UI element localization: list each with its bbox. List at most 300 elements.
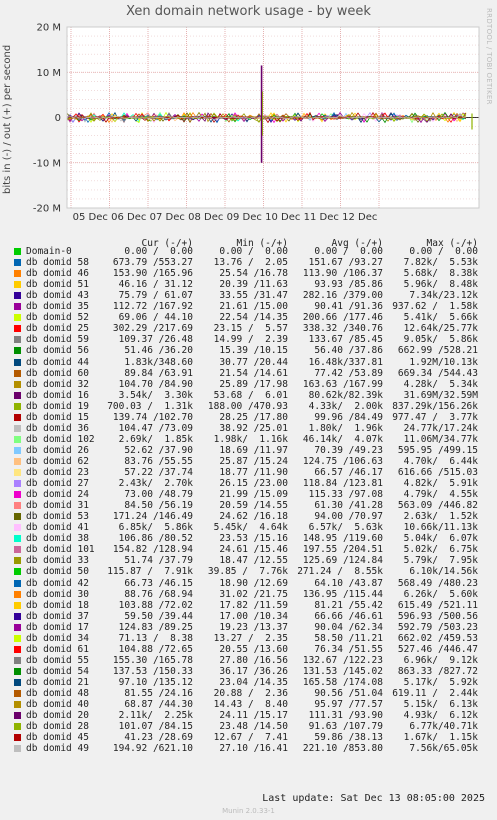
legend-swatch [14, 403, 21, 410]
legend-max-value: 4.70k/ 6.44k [403, 455, 478, 467]
legend-min-value: 18.47 /12.55 [219, 555, 288, 567]
legend-min-value: 27.10 /16.41 [219, 743, 288, 755]
legend-swatch [14, 270, 21, 277]
legend-row [0, 345, 497, 356]
legend-max-value: 0.00 / 0.00 [409, 246, 478, 257]
legend-avg-value: 66.57 /46.17 [314, 467, 383, 478]
legend-max-value: 568.49 /480.23 [397, 577, 478, 589]
legend-series-name: db domid 53 [26, 511, 89, 523]
y-tick-label: 20 M [36, 22, 61, 34]
legend-row [0, 401, 497, 412]
legend-avg-value: 81.21 /55.42 [314, 599, 383, 611]
legend-swatch [14, 248, 21, 255]
legend-avg-value: 271.24 / 8.55k [297, 566, 383, 578]
x-tick-label: 05 Dec [72, 212, 108, 223]
legend-avg-value: 59.86 /38.13 [314, 732, 383, 744]
legend-swatch [14, 314, 21, 321]
legend-min-value: 23.15 / 5.57 [213, 323, 288, 335]
legend-max-value: 5.68k/ 8.38k [403, 268, 478, 280]
legend-row [0, 633, 497, 644]
legend-max-value: 6.96k/ 9.12k [403, 654, 478, 666]
legend-cur-value: 73.00 /48.79 [124, 489, 193, 501]
legend-swatch [14, 502, 21, 509]
legend-row [0, 467, 497, 478]
legend-swatch [14, 458, 21, 465]
legend-row [0, 478, 497, 489]
legend-cur-value: 68.87 /44.30 [124, 699, 193, 711]
legend-avg-value: 90.56 /51.04 [314, 688, 383, 699]
legend-max-value: 5.79k/ 7.95k [403, 555, 478, 567]
legend-min-value: 15.39 /10.15 [219, 345, 288, 357]
legend-row [0, 301, 497, 312]
legend-cur-value: 154.82 /128.94 [112, 544, 193, 556]
legend-avg-value: 56.40 /37.86 [314, 345, 383, 357]
legend-avg-value: 66.66 /46.61 [314, 610, 383, 622]
legend-row [0, 578, 497, 589]
legend-avg-value: 148.95 /119.60 [302, 533, 383, 545]
legend-swatch [14, 546, 21, 553]
legend-avg-value: 125.69 /124.84 [302, 555, 383, 567]
legend-series-name: db domid 45 [26, 732, 89, 744]
legend-row [0, 710, 497, 721]
legend-avg-value: 94.00 /70.97 [314, 511, 383, 523]
legend-avg-value: 111.31 /93.90 [308, 710, 383, 722]
legend-cur-value: 3.54k/ 3.30k [118, 389, 193, 401]
legend-cur-value: 124.83 /89.25 [118, 621, 193, 633]
legend-max-value: 977.47 / 3.77k [392, 411, 478, 423]
legend-min-value: 53.68 / 6.01 [213, 389, 288, 401]
legend-max-value: 11.06M/34.77k [403, 433, 478, 445]
legend-row [0, 522, 497, 533]
legend-row [0, 312, 497, 323]
legend-cur-value: 2.11k/ 2.25k [118, 710, 193, 722]
legend-swatch [14, 657, 21, 664]
legend-max-value: 7.82k/ 5.53k [403, 257, 478, 269]
legend-cur-value: 673.79 /553.27 [112, 257, 193, 269]
legend-max-value: 10.66k/11.13k [403, 522, 478, 534]
legend-row [0, 412, 497, 423]
legend-swatch [14, 568, 21, 575]
legend-min-value: 23.04 /14.35 [219, 676, 288, 688]
legend-max-value: 837.29k/156.26k [392, 400, 478, 412]
legend-min-value: 188.00 /470.93 [207, 400, 288, 412]
legend-max-value: 6.26k/ 5.60k [403, 588, 478, 600]
legend-row [0, 666, 497, 677]
legend-max-value: 6.10k/14.56k [409, 566, 478, 578]
munin-version: Munin 2.0.33-1 [222, 807, 275, 815]
legend-max-value: 592.79 /503.23 [397, 621, 478, 633]
legend-cur-value: 155.30 /165.78 [112, 654, 193, 666]
legend-row [0, 368, 497, 379]
legend-max-value: 662.99 /528.21 [397, 345, 478, 357]
legend-max-value: 2.63k/ 1.52k [403, 511, 478, 523]
legend-row [0, 323, 497, 334]
legend-row [0, 644, 497, 655]
legend-series-name: db domid 27 [26, 478, 89, 490]
legend-avg-value: 64.10 /43.87 [314, 577, 383, 589]
legend-series-name: db domid 49 [26, 743, 89, 755]
legend-row [0, 555, 497, 566]
x-tick-label: 10 Dec [265, 212, 301, 223]
legend-max-value: 615.49 /521.11 [397, 599, 478, 611]
legend-avg-value: 221.10 /853.80 [302, 743, 383, 755]
legend-row [0, 699, 497, 710]
legend-max-value: 563.09 /446.82 [397, 500, 478, 512]
legend-swatch [14, 668, 21, 675]
legend-min-value: 22.54 /14.35 [219, 312, 288, 324]
legend-max-value: 662.02 /459.53 [397, 632, 478, 644]
legend-series-name: db domid 52 [26, 312, 89, 324]
legend-min-value: 21.99 /15.09 [219, 489, 288, 501]
legend-series-name: db domid 62 [26, 455, 89, 467]
legend-min-value: 19.23 /13.37 [219, 621, 288, 633]
legend-series-name: db domid 17 [26, 621, 89, 633]
legend-min-value: 14.99 / 2.39 [213, 334, 288, 346]
legend-series-name: db domid 30 [26, 588, 89, 600]
legend-min-value: 28.25 /17.80 [219, 411, 288, 423]
legend-series-name: Domain-0 [26, 246, 72, 257]
legend-max-value: 937.62 / 1.58k [392, 301, 478, 313]
legend-max-value: 4.93k/ 6.12k [403, 710, 478, 722]
legend-avg-value: 118.84 /123.81 [302, 478, 383, 490]
y-axis-label: bits in (-) / out (+) per second [2, 44, 13, 194]
legend-cur-value: 104.70 /84.90 [118, 378, 193, 390]
legend-min-value: 38.92 /25.01 [219, 422, 288, 434]
legend-min-value: 25.87 /15.24 [219, 455, 288, 467]
legend-swatch [14, 414, 21, 421]
legend-swatch [14, 436, 21, 443]
legend-series-name: db domid 31 [26, 500, 89, 512]
legend-avg-value: 93.93 /85.86 [314, 279, 383, 291]
legend-cur-value: 57.22 /37.74 [124, 467, 193, 478]
legend-max-value: 669.34 /544.43 [397, 367, 478, 379]
legend-row [0, 688, 497, 699]
legend-swatch [14, 447, 21, 454]
x-tick-label: 09 Dec [226, 212, 262, 223]
legend-cur-value: 89.84 /63.91 [124, 367, 193, 379]
legend-cur-value: 103.88 /72.02 [118, 599, 193, 611]
legend-cur-value: 194.92 /621.10 [112, 743, 193, 755]
legend-cur-value: 84.50 /56.19 [124, 500, 193, 512]
legend-avg-value: 197.55 /204.51 [302, 544, 383, 556]
legend-row [0, 423, 497, 434]
legend-series-name: db domid 42 [26, 577, 89, 589]
legend-series-name: db domid 24 [26, 489, 89, 501]
legend-series-name: db domid 43 [26, 290, 89, 302]
legend-row [0, 655, 497, 666]
legend-max-value: 616.66 /515.03 [397, 467, 478, 478]
legend-series-name: db domid 40 [26, 699, 89, 711]
legend-swatch [14, 701, 21, 708]
legend-row [0, 743, 497, 754]
legend-header-avg: Avg (-/+) [331, 238, 383, 249]
x-tick-label: 11 Dec [303, 212, 339, 223]
legend-avg-value: 163.63 /167.99 [302, 378, 383, 390]
legend-min-value: 13.76 / 2.05 [213, 257, 288, 269]
legend-cur-value: 97.10 /135.12 [118, 676, 193, 688]
legend-max-value: 7.34k/23.12k [409, 290, 478, 302]
legend-avg-value: 91.63 /107.79 [308, 721, 383, 733]
legend-swatch [14, 425, 21, 432]
legend-swatch [14, 281, 21, 288]
legend-row [0, 445, 497, 456]
legend-cur-value: 101.07 /84.15 [118, 721, 193, 733]
legend-min-value: 20.59 /14.55 [219, 500, 288, 512]
legend-cur-value: 2.43k/ 2.70k [118, 478, 193, 490]
legend-row [0, 456, 497, 467]
legend-swatch [14, 602, 21, 609]
legend-max-value: 1.92M/10.13k [409, 356, 478, 368]
legend-swatch [14, 535, 21, 542]
legend-min-value: 1.98k/ 1.16k [213, 433, 288, 445]
legend-max-value: 5.04k/ 6.07k [403, 533, 478, 545]
legend-series-name: db domid 19 [26, 400, 89, 412]
legend-min-value: 23.53 /15.16 [219, 533, 288, 545]
legend-series-name: db domid 102 [26, 433, 95, 445]
legend-cur-value: 41.23 /28.69 [124, 732, 193, 744]
legend-max-value: 4.79k/ 4.55k [403, 489, 478, 501]
legend-max-value: 5.41k/ 5.66k [403, 312, 478, 324]
legend-row [0, 390, 497, 401]
legend-swatch [14, 359, 21, 366]
legend-cur-value: 52.62 /37.90 [124, 444, 193, 456]
legend-max-value: 5.96k/ 8.48k [403, 279, 478, 291]
legend-cur-value: 700.03 / 1.31k [107, 400, 193, 412]
legend-min-value: 27.80 /16.56 [219, 654, 288, 666]
legend-cur-value: 139.74 /102.70 [112, 411, 193, 423]
y-tick-label: 10 M [36, 67, 61, 79]
legend-max-value: 9.05k/ 5.86k [403, 334, 478, 346]
legend-cur-value: 1.83k/348.60 [124, 356, 193, 368]
legend-row [0, 600, 497, 611]
y-tick-labels [33, 23, 61, 215]
legend-avg-value: 70.39 /49.23 [314, 444, 383, 456]
legend-min-value: 5.45k/ 4.64k [213, 522, 288, 534]
legend-cur-value: 66.73 /46.15 [124, 577, 193, 589]
legend-avg-value: 115.33 /97.08 [308, 489, 383, 501]
legend-cur-value: 112.72 /167.92 [112, 301, 193, 313]
legend-row [0, 611, 497, 622]
legend-header-max: Max (-/+) [426, 238, 478, 249]
legend-avg-value: 77.42 /53.89 [314, 367, 383, 379]
rrdtool-watermark: RRDTOOL / TOBI OETIKER [485, 8, 493, 105]
chart-title: Xen domain network usage - by week [126, 4, 371, 19]
legend-avg-value: 95.97 /77.57 [314, 699, 383, 711]
legend-series-name: db domid 46 [26, 268, 89, 280]
legend-min-value: 21.61 /15.00 [219, 301, 288, 313]
legend-swatch [14, 392, 21, 399]
legend-series-name: db domid 18 [26, 599, 89, 611]
legend-avg-value: 1.80k/ 1.96k [308, 422, 383, 434]
legend-swatch [14, 491, 21, 498]
legend-max-value: 4.82k/ 5.91k [403, 478, 478, 490]
legend-avg-value: 282.16 /379.00 [302, 290, 383, 302]
legend-series-name: db domid 26 [26, 444, 89, 456]
legend-min-value: 24.62 /16.18 [219, 511, 288, 523]
legend-row [0, 589, 497, 600]
legend-max-value: 7.56k/65.05k [409, 743, 478, 755]
legend-avg-value: 113.90 /106.37 [302, 268, 383, 280]
legend-min-value: 23.48 /14.50 [219, 721, 288, 733]
y-tick-label: -10 M [32, 158, 61, 170]
legend-series-name: db domid 34 [26, 632, 89, 644]
legend-series-name: db domid 41 [26, 522, 89, 534]
legend-min-value: 25.54 /16.78 [219, 268, 288, 280]
legend-avg-value: 133.67 /85.45 [308, 334, 383, 346]
legend-cur-value: 51.74 /37.79 [124, 555, 193, 567]
legend-row [0, 721, 497, 732]
legend-row [0, 511, 497, 522]
legend-max-value: 31.69M/32.59M [403, 389, 478, 401]
legend-max-value: 1.67k/ 1.15k [403, 732, 478, 744]
legend-avg-value: 131.53 /145.02 [302, 665, 383, 677]
legend-cur-value: 71.13 / 8.38 [118, 632, 193, 644]
legend-row [0, 246, 497, 257]
legend-avg-value: 124.75 /106.63 [302, 455, 383, 467]
legend-series-name: db domid 37 [26, 610, 89, 622]
y-tick-label: -20 M [32, 203, 61, 215]
legend-avg-value: 80.62k/82.39k [308, 389, 383, 401]
legend-swatch [14, 591, 21, 598]
legend-series-name: db domid 25 [26, 323, 89, 335]
legend-series-name: db domid 35 [26, 301, 89, 313]
legend-series-name: db domid 44 [26, 356, 89, 368]
legend-cur-value: 137.53 /150.33 [112, 665, 193, 677]
legend-swatch [14, 513, 21, 520]
legend-avg-value: 6.57k/ 5.63k [308, 522, 383, 534]
legend-max-value: 5.15k/ 6.13k [403, 699, 478, 711]
legend-min-value: 0.00 / 0.00 [219, 246, 288, 257]
legend-series-name: db domid 36 [26, 422, 89, 434]
legend-cur-value: 302.29 /217.69 [112, 323, 193, 335]
legend-row [0, 500, 497, 511]
legend-avg-value: 90.04 /62.34 [314, 621, 383, 633]
legend-swatch [14, 370, 21, 377]
legend-header-cur: Cur (-/+) [141, 238, 193, 249]
legend-cur-value: 46.16 / 31.12 [118, 279, 193, 291]
legend-series-name: db domid 38 [26, 533, 89, 545]
legend-avg-value: 99.96 /84.49 [314, 411, 383, 423]
legend-cur-value: 6.85k/ 5.86k [118, 522, 193, 534]
legend-cur-value: 81.55 /24.16 [124, 688, 193, 699]
legend-series-name: db domid 48 [26, 688, 89, 699]
legend-cur-value: 2.69k/ 1.85k [118, 433, 193, 445]
legend-row [0, 622, 497, 633]
legend-max-value: 595.95 /499.15 [397, 444, 478, 456]
legend-avg-value: 16.48k/337.81 [308, 356, 383, 368]
legend-row [0, 677, 497, 688]
x-tick-label: 08 Dec [188, 212, 224, 223]
legend-swatch [14, 723, 21, 730]
legend-min-value: 36.17 /36.26 [219, 665, 288, 677]
legend-min-value: 33.55 /31.47 [219, 290, 288, 302]
legend-min-value: 18.69 /11.97 [219, 444, 288, 456]
legend-min-value: 24.61 /15.46 [219, 544, 288, 556]
legend-cur-value: 88.76 /68.94 [124, 588, 193, 600]
legend-swatch [14, 624, 21, 631]
legend-series-name: db domid 20 [26, 710, 89, 722]
legend-avg-value: 46.14k/ 4.07k [302, 433, 383, 445]
legend-swatch [14, 646, 21, 653]
legend-cur-value: 69.06 / 44.10 [118, 312, 193, 324]
legend-min-value: 31.02 /21.75 [219, 588, 288, 600]
legend-series-name: db domid 54 [26, 665, 89, 677]
legend-min-value: 26.15 /23.00 [219, 478, 288, 490]
legend-cur-value: 59.50 /39.44 [124, 610, 193, 622]
legend-min-value: 25.89 /17.98 [219, 378, 288, 390]
legend-avg-value: 132.67 /122.23 [302, 654, 383, 666]
legend-swatch [14, 557, 21, 564]
y-tick-label: 0 [54, 113, 61, 124]
legend-swatch [14, 259, 21, 266]
legend-avg-value: 61.30 /41.28 [314, 500, 383, 512]
legend-row [0, 434, 497, 445]
legend-cur-value: 0.00 / 0.00 [124, 246, 193, 257]
legend-header-min: Min (-/+) [236, 238, 288, 249]
legend-row [0, 732, 497, 743]
legend-row [0, 533, 497, 544]
legend-swatch [14, 524, 21, 531]
legend-avg-value: 151.67 /93.27 [308, 257, 383, 269]
legend-row [0, 566, 497, 577]
legend-series-name: db domid 51 [26, 279, 89, 291]
x-tick-label: 07 Dec [149, 212, 185, 223]
legend-swatch [14, 347, 21, 354]
legend-min-value: 17.82 /11.59 [219, 599, 288, 611]
legend-max-value: 619.11 / 2.44k [392, 688, 478, 699]
legend-min-value: 30.77 /20.44 [219, 356, 288, 368]
legend-avg-value: 58.50 /11.21 [314, 632, 383, 644]
legend-row [0, 268, 497, 279]
legend-min-value: 24.11 /15.17 [219, 710, 288, 722]
legend-avg-value: 200.66 /177.46 [302, 312, 383, 324]
legend-avg-value: 90.41 /91.36 [314, 301, 383, 313]
chart-area [0, 0, 497, 236]
legend-avg-value: 165.58 /174.08 [302, 676, 383, 688]
legend-cur-value: 75.79 / 61.07 [118, 290, 193, 302]
legend-cur-value: 109.37 /26.48 [118, 334, 193, 346]
legend-cur-value: 104.88 /72.65 [118, 643, 193, 655]
legend-avg-value: 136.95 /115.44 [302, 588, 383, 600]
legend-cur-value: 104.47 /73.09 [118, 422, 193, 434]
legend-min-value: 20.55 /13.60 [219, 643, 288, 655]
legend-swatch [14, 480, 21, 487]
legend-swatch [14, 745, 21, 752]
legend-min-value: 21.54 /14.61 [219, 367, 288, 379]
legend-max-value: 4.28k/ 5.34k [403, 378, 478, 390]
legend-avg-value: 4.33k/ 2.00k [308, 400, 383, 412]
legend-swatch [14, 325, 21, 332]
legend-swatch [14, 613, 21, 620]
legend-swatch [14, 580, 21, 587]
legend-swatch [14, 734, 21, 741]
legend-cur-value: 106.86 /80.52 [118, 533, 193, 545]
legend-row [0, 489, 497, 500]
legend-min-value: 12.67 / 7.41 [213, 732, 288, 744]
legend-cur-value: 51.46 /36.20 [124, 345, 193, 357]
x-tick-label: 06 Dec [111, 212, 147, 223]
x-tick-labels [73, 212, 378, 223]
legend-series-name: db domid 59 [26, 334, 89, 346]
last-update: Last update: Sat Dec 13 08:05:00 2025 [262, 793, 485, 804]
legend-min-value: 20.88 / 2.36 [213, 688, 288, 699]
legend-row [0, 257, 497, 268]
x-tick-label: 12 Dec [342, 212, 378, 223]
legend-series-name: db domid 16 [26, 389, 89, 401]
legend-cur-value: 83.76 /55.55 [124, 455, 193, 467]
legend-row [0, 379, 497, 390]
legend-cur-value: 115.87 / 7.91k [107, 566, 193, 578]
